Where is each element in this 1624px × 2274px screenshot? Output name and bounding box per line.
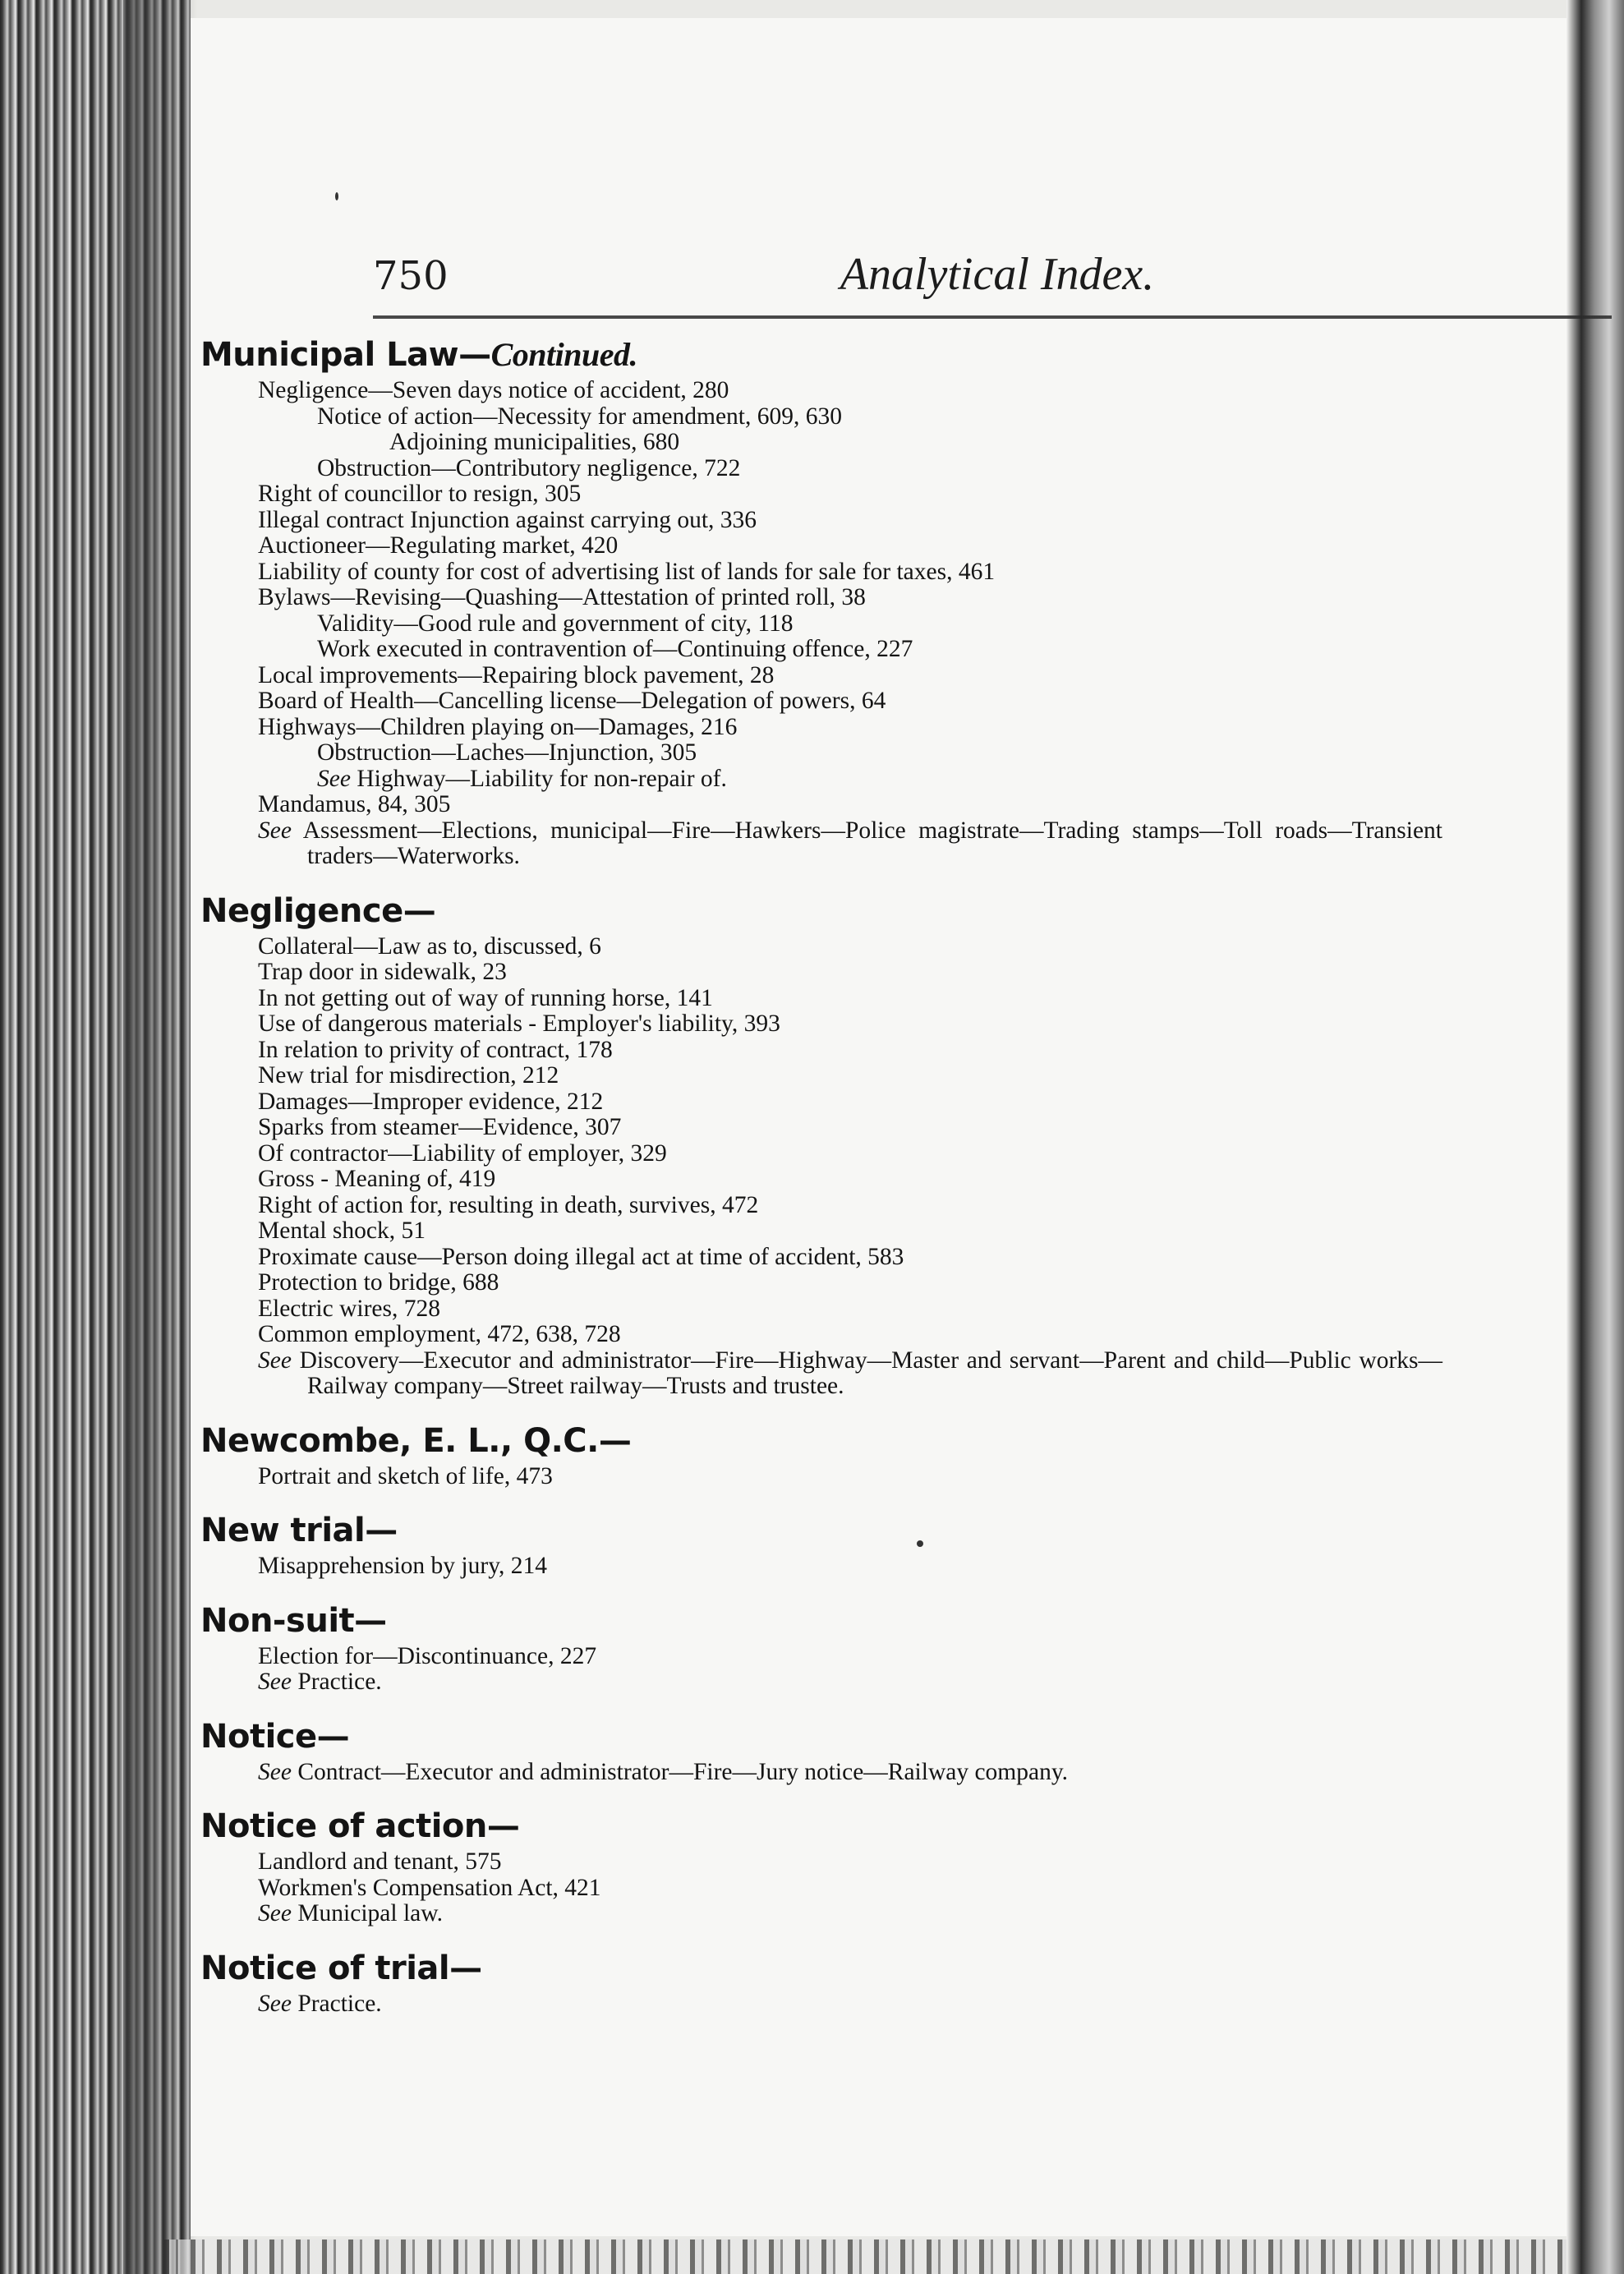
index-entry-text: Common employment, 472, 638, 728 [258, 1321, 621, 1347]
index-entry-text: Proximate cause—Person doing illegal act at time of accident, 583 [258, 1243, 904, 1270]
index-entry-text: New trial for misdirection, 212 [258, 1062, 559, 1089]
index-entry [200, 688, 1442, 715]
index-heading-dash: — [403, 891, 436, 930]
see-reference-label: See [258, 1900, 292, 1926]
index-heading [200, 1803, 1442, 1849]
index-entry-text: Electric wires, 728 [258, 1295, 440, 1322]
index-entry [200, 1038, 1442, 1064]
index-entry [200, 934, 1442, 960]
index-entry-text: Damages—Improper evidence, 212 [258, 1088, 604, 1115]
index-heading-dash: — [598, 1421, 632, 1460]
index-entry-text: In not getting out of way of running horse, 141 [258, 984, 713, 1011]
index-entry [200, 481, 1442, 508]
index-entry-text: Protection to bridge, 688 [258, 1269, 499, 1296]
see-reference-label: See [258, 1758, 292, 1785]
index-entry [200, 559, 1442, 586]
page-heading: Analytical Index. [840, 249, 1155, 300]
index-heading-dash: — [365, 1512, 398, 1549]
index-entry-text: Right of action for, resulting in death, survives, 472 [258, 1191, 759, 1218]
index-heading-dash: — [316, 1717, 350, 1756]
index-entry-text: Obstruction—Contributory negligence, 722 [317, 454, 741, 481]
see-reference-label: See [258, 1990, 292, 2017]
index-heading [200, 1418, 1442, 1464]
index-entry [200, 637, 1442, 663]
index-entry [200, 404, 1442, 430]
index-entry-text: Mandamus, 84, 305 [258, 791, 451, 817]
index-entry [200, 378, 1442, 404]
index-entry [200, 1245, 1442, 1271]
index-entry [200, 1141, 1442, 1167]
index-section [200, 1508, 1442, 1580]
index-entry [200, 1218, 1442, 1245]
continued-label: Continued. [490, 336, 637, 373]
index-entry [200, 818, 1442, 870]
index-entry-text: Discovery—Executor and administrator—Fire—Highway—Master and servant—Parent and child—Public works—Railway company—Street railway—Trusts and trustee. [291, 1346, 1442, 1399]
index-entry [200, 1901, 1442, 1927]
index-entry-text: Election for—Discontinuance, 227 [258, 1642, 597, 1669]
index-entry [200, 1464, 1442, 1490]
index-entry [200, 1193, 1442, 1219]
index-entry-text: Workmen's Compensation Act, 421 [258, 1874, 601, 1901]
index-entry [200, 1876, 1442, 1902]
index-entry-text: Contract—Executor and administrator—Fire—Jury notice—Railway company. [291, 1758, 1069, 1785]
index-heading [200, 1598, 1442, 1644]
index-entry-text: Misapprehension by jury, 214 [258, 1553, 548, 1579]
index-entry-text: Illegal contract Injunction against carrying out, 336 [258, 506, 757, 533]
index-entry-text: Assessment—Elections, municipal—Fire—Hawkers—Police magistrate—Trading stamps—Toll roads—Transient traders—Waterworks. [291, 817, 1442, 869]
index-entry-text: Validity—Good rule and government of city, 118 [317, 610, 794, 637]
scanned-bottom-edge [164, 2239, 1566, 2274]
index-entry [200, 585, 1442, 611]
index-entry [200, 740, 1442, 766]
index-heading [200, 332, 1442, 378]
index-heading-text: Non-suit [200, 1601, 355, 1640]
index-heading-dash: — [486, 1807, 520, 1845]
index-entry [200, 715, 1442, 741]
index-heading-text: Notice [200, 1717, 317, 1756]
index-entry-text: Auctioneer—Regulating market, 420 [258, 532, 619, 559]
index-heading-dash: — [449, 1949, 482, 1987]
index-heading-text: Notice of trial [200, 1949, 450, 1987]
index-entry [200, 1348, 1442, 1400]
index-entry-text: Work executed in contravention of—Continuing offence, 227 [317, 636, 913, 662]
index-heading [200, 1714, 1442, 1760]
index-entry [200, 611, 1442, 638]
index-entry [200, 1991, 1442, 2018]
index-heading-dash: — [354, 1601, 387, 1640]
index-entry [200, 1063, 1442, 1089]
index-entry-text: Municipal law. [291, 1900, 443, 1926]
index-heading-dash: — [458, 336, 491, 374]
analytical-index [200, 332, 1442, 2035]
index-entry [200, 1115, 1442, 1141]
index-entry-text: Negligence—Seven days notice of accident, 280 [258, 377, 729, 403]
index-entry-text: Mental shock, 51 [258, 1218, 426, 1244]
index-heading-text: Notice of action [200, 1807, 487, 1845]
index-entry-text: Landlord and tenant, 575 [258, 1848, 502, 1875]
index-entry [200, 1669, 1442, 1696]
index-entry [200, 1167, 1442, 1193]
see-reference-label: See [258, 817, 292, 844]
header-rule [373, 315, 1612, 319]
index-entry [200, 1849, 1442, 1876]
scanned-right-edge [1566, 0, 1624, 2274]
index-heading-text: Newcombe, E. L., Q.C. [200, 1421, 599, 1460]
index-entry-text: Bylaws—Revising—Quashing—Attestation of printed roll, 38 [258, 584, 866, 610]
index-heading-text: New trial [200, 1512, 366, 1549]
index-entry-text: Of contractor—Liability of employer, 329 [258, 1139, 667, 1167]
index-heading-text: Negligence [200, 891, 403, 930]
index-entry-text: Liability of county for cost of advertising list of lands for sale for taxes, 461 [258, 558, 996, 585]
see-reference-label: See [317, 765, 351, 792]
index-entry-text: Trap door in sidewalk, 23 [258, 959, 507, 985]
index-section [200, 1803, 1442, 1927]
see-reference-label: See [258, 1346, 292, 1374]
index-entry-text: In relation to privity of contract, 178 [258, 1036, 613, 1063]
index-heading [200, 1945, 1442, 1991]
index-entry-text: Highways—Children playing on—Damages, 216 [258, 713, 738, 740]
page-number: 750 [373, 253, 449, 299]
index-section [200, 1945, 1442, 2018]
index-section [200, 1418, 1442, 1490]
index-entry-text: Local improvements—Repairing block pavement, 28 [258, 661, 775, 688]
index-section [200, 888, 1442, 1400]
index-entry [200, 766, 1442, 793]
ink-speck [335, 192, 338, 200]
index-entry-text: Practice. [291, 1990, 382, 2017]
index-entry-text: Highway—Liability for non-repair of. [350, 765, 727, 792]
binding-shadow [123, 0, 197, 2274]
index-entry [200, 508, 1442, 534]
index-entry [200, 792, 1442, 818]
index-entry [200, 986, 1442, 1012]
index-entry-text: Notice of action—Necessity for amendment, 609, 630 [317, 403, 842, 430]
index-entry [200, 1322, 1442, 1348]
index-entry [200, 1296, 1442, 1323]
index-entry [200, 960, 1442, 986]
index-entry-text: Board of Health—Cancelling license—Delegation of powers, 64 [258, 688, 886, 714]
running-head [373, 238, 1622, 314]
index-heading [200, 888, 1442, 934]
index-entry [200, 1270, 1442, 1296]
index-entry [200, 1089, 1442, 1116]
index-entry [200, 1011, 1442, 1038]
index-section [200, 1714, 1442, 1786]
index-entry [200, 456, 1442, 482]
index-section [200, 332, 1442, 870]
index-entry-text: Portrait and sketch of life, 473 [258, 1462, 553, 1489]
see-reference-label: See [258, 1669, 292, 1695]
index-entry-text: Right of councillor to resign, 305 [258, 481, 582, 507]
index-entry [200, 1644, 1442, 1670]
index-entry-text: Adjoining municipalities, 680 [389, 429, 680, 455]
index-entry-text: Gross - Meaning of, 419 [258, 1166, 496, 1192]
index-heading-text: Municipal Law [200, 336, 459, 374]
index-entry [200, 533, 1442, 559]
index-entry-text: Practice. [291, 1669, 382, 1695]
index-entry-text: Obstruction—Laches—Injunction, 305 [317, 739, 697, 766]
index-heading [200, 1508, 1442, 1554]
index-entry-text: Use of dangerous materials - Employer's liability, 393 [258, 1010, 780, 1037]
index-entry [200, 1760, 1442, 1786]
index-entry [200, 663, 1442, 689]
index-entry [200, 1554, 1442, 1580]
index-entry [200, 430, 1442, 456]
index-section [200, 1598, 1442, 1696]
index-entry-text: Sparks from steamer—Evidence, 307 [258, 1114, 622, 1140]
index-entry-text: Collateral—Law as to, discussed, 6 [258, 932, 601, 960]
